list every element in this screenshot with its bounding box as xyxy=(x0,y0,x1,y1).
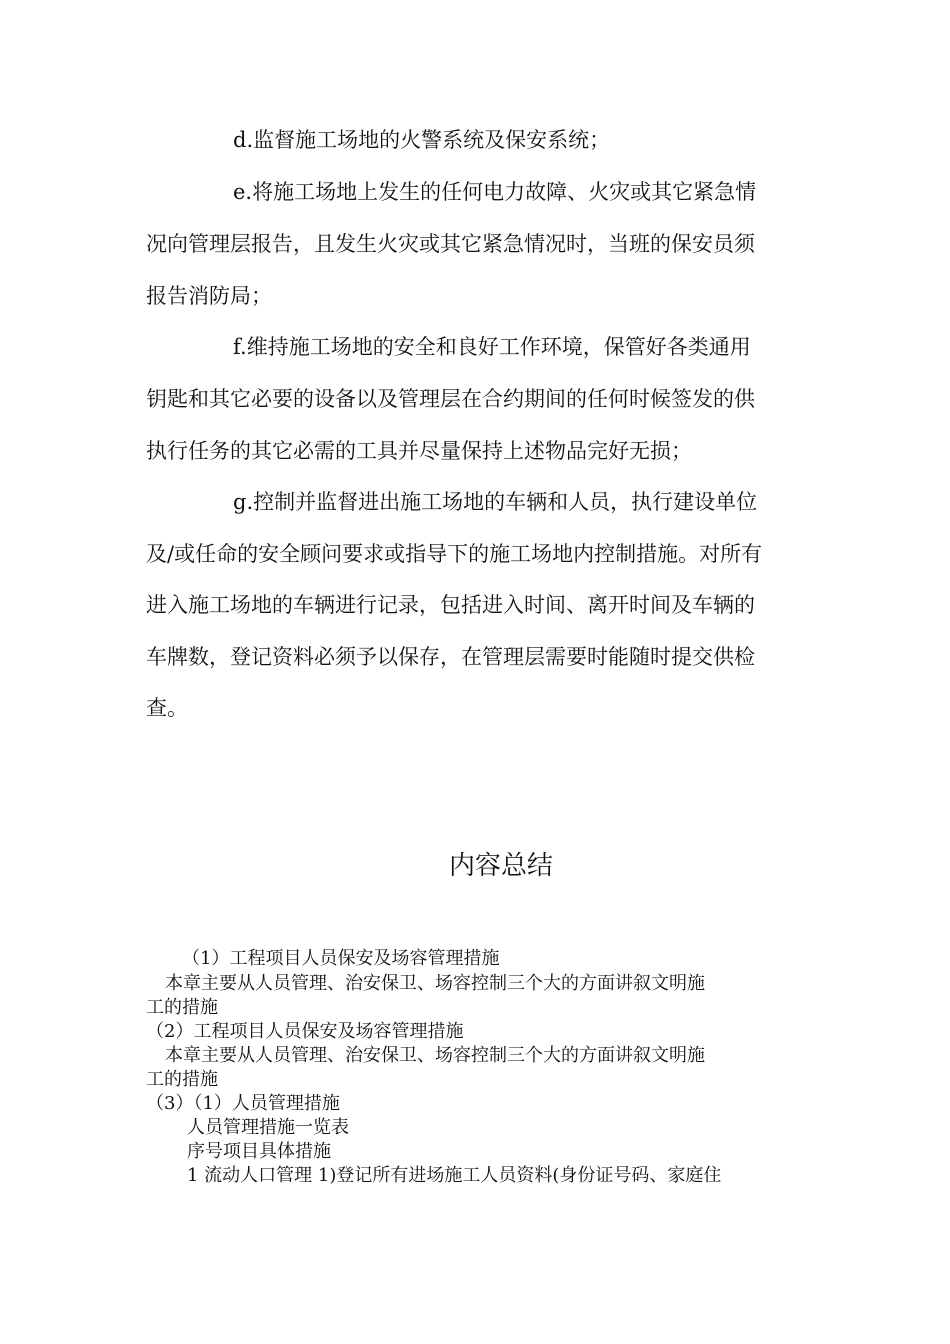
summary-line: 人员管理措施一览表 xyxy=(187,1117,349,1138)
text-line: 及/或任命的安全顾问要求或指导下的施工场地内控制措施。对所有 xyxy=(146,542,763,566)
summary-line: 序号项目具体措施 xyxy=(187,1141,331,1162)
summary-line: 工的措施 xyxy=(146,997,218,1018)
summary-line: 1 流动人口管理 1)登记所有进场施工人员资料(身份证号码、家庭住 xyxy=(187,1165,722,1186)
text-line: 进入施工场地的车辆进行记录，包括进入时间、离开时间及车辆的 xyxy=(146,593,755,617)
text-line: 钥匙和其它必要的设备以及管理层在合约期间的任何时候签发的供 xyxy=(146,387,755,411)
text-line: 报告消防局； xyxy=(146,284,272,308)
text-line: 执行任务的其它必需的工具并尽量保持上述物品完好无损； xyxy=(146,439,692,463)
text-line: 车牌数，登记资料必须予以保存，在管理层需要时能随时提交供检 xyxy=(146,645,755,669)
summary-line: 本章主要从人员管理、治安保卫、场容控制三个大的方面讲叙文明施 xyxy=(165,973,705,994)
text-line: 查。 xyxy=(146,696,188,720)
text-line: 况向管理层报告，且发生火灾或其它紧急情况时，当班的保安员须 xyxy=(146,232,755,256)
text-line: f.维持施工场地的安全和良好工作环境，保管好各类通用 xyxy=(233,335,751,359)
summary-line: 工的措施 xyxy=(146,1069,218,1090)
summary-line: （3）（1）人员管理措施 xyxy=(146,1093,340,1114)
summary-line: （1）工程项目人员保安及场容管理措施 xyxy=(182,948,500,969)
text-line: d.监督施工场地的火警系统及保安系统； xyxy=(233,128,611,152)
summary-title: 内容总结 xyxy=(449,851,554,881)
summary-line: 本章主要从人员管理、治安保卫、场容控制三个大的方面讲叙文明施 xyxy=(165,1045,705,1066)
text-line: e.将施工场地上发生的任何电力故障、火灾或其它紧急情 xyxy=(233,180,757,204)
text-line: g.控制并监督进出施工场地的车辆和人员，执行建设单位 xyxy=(233,490,758,514)
summary-line: （2）工程项目人员保安及场容管理措施 xyxy=(146,1021,464,1042)
